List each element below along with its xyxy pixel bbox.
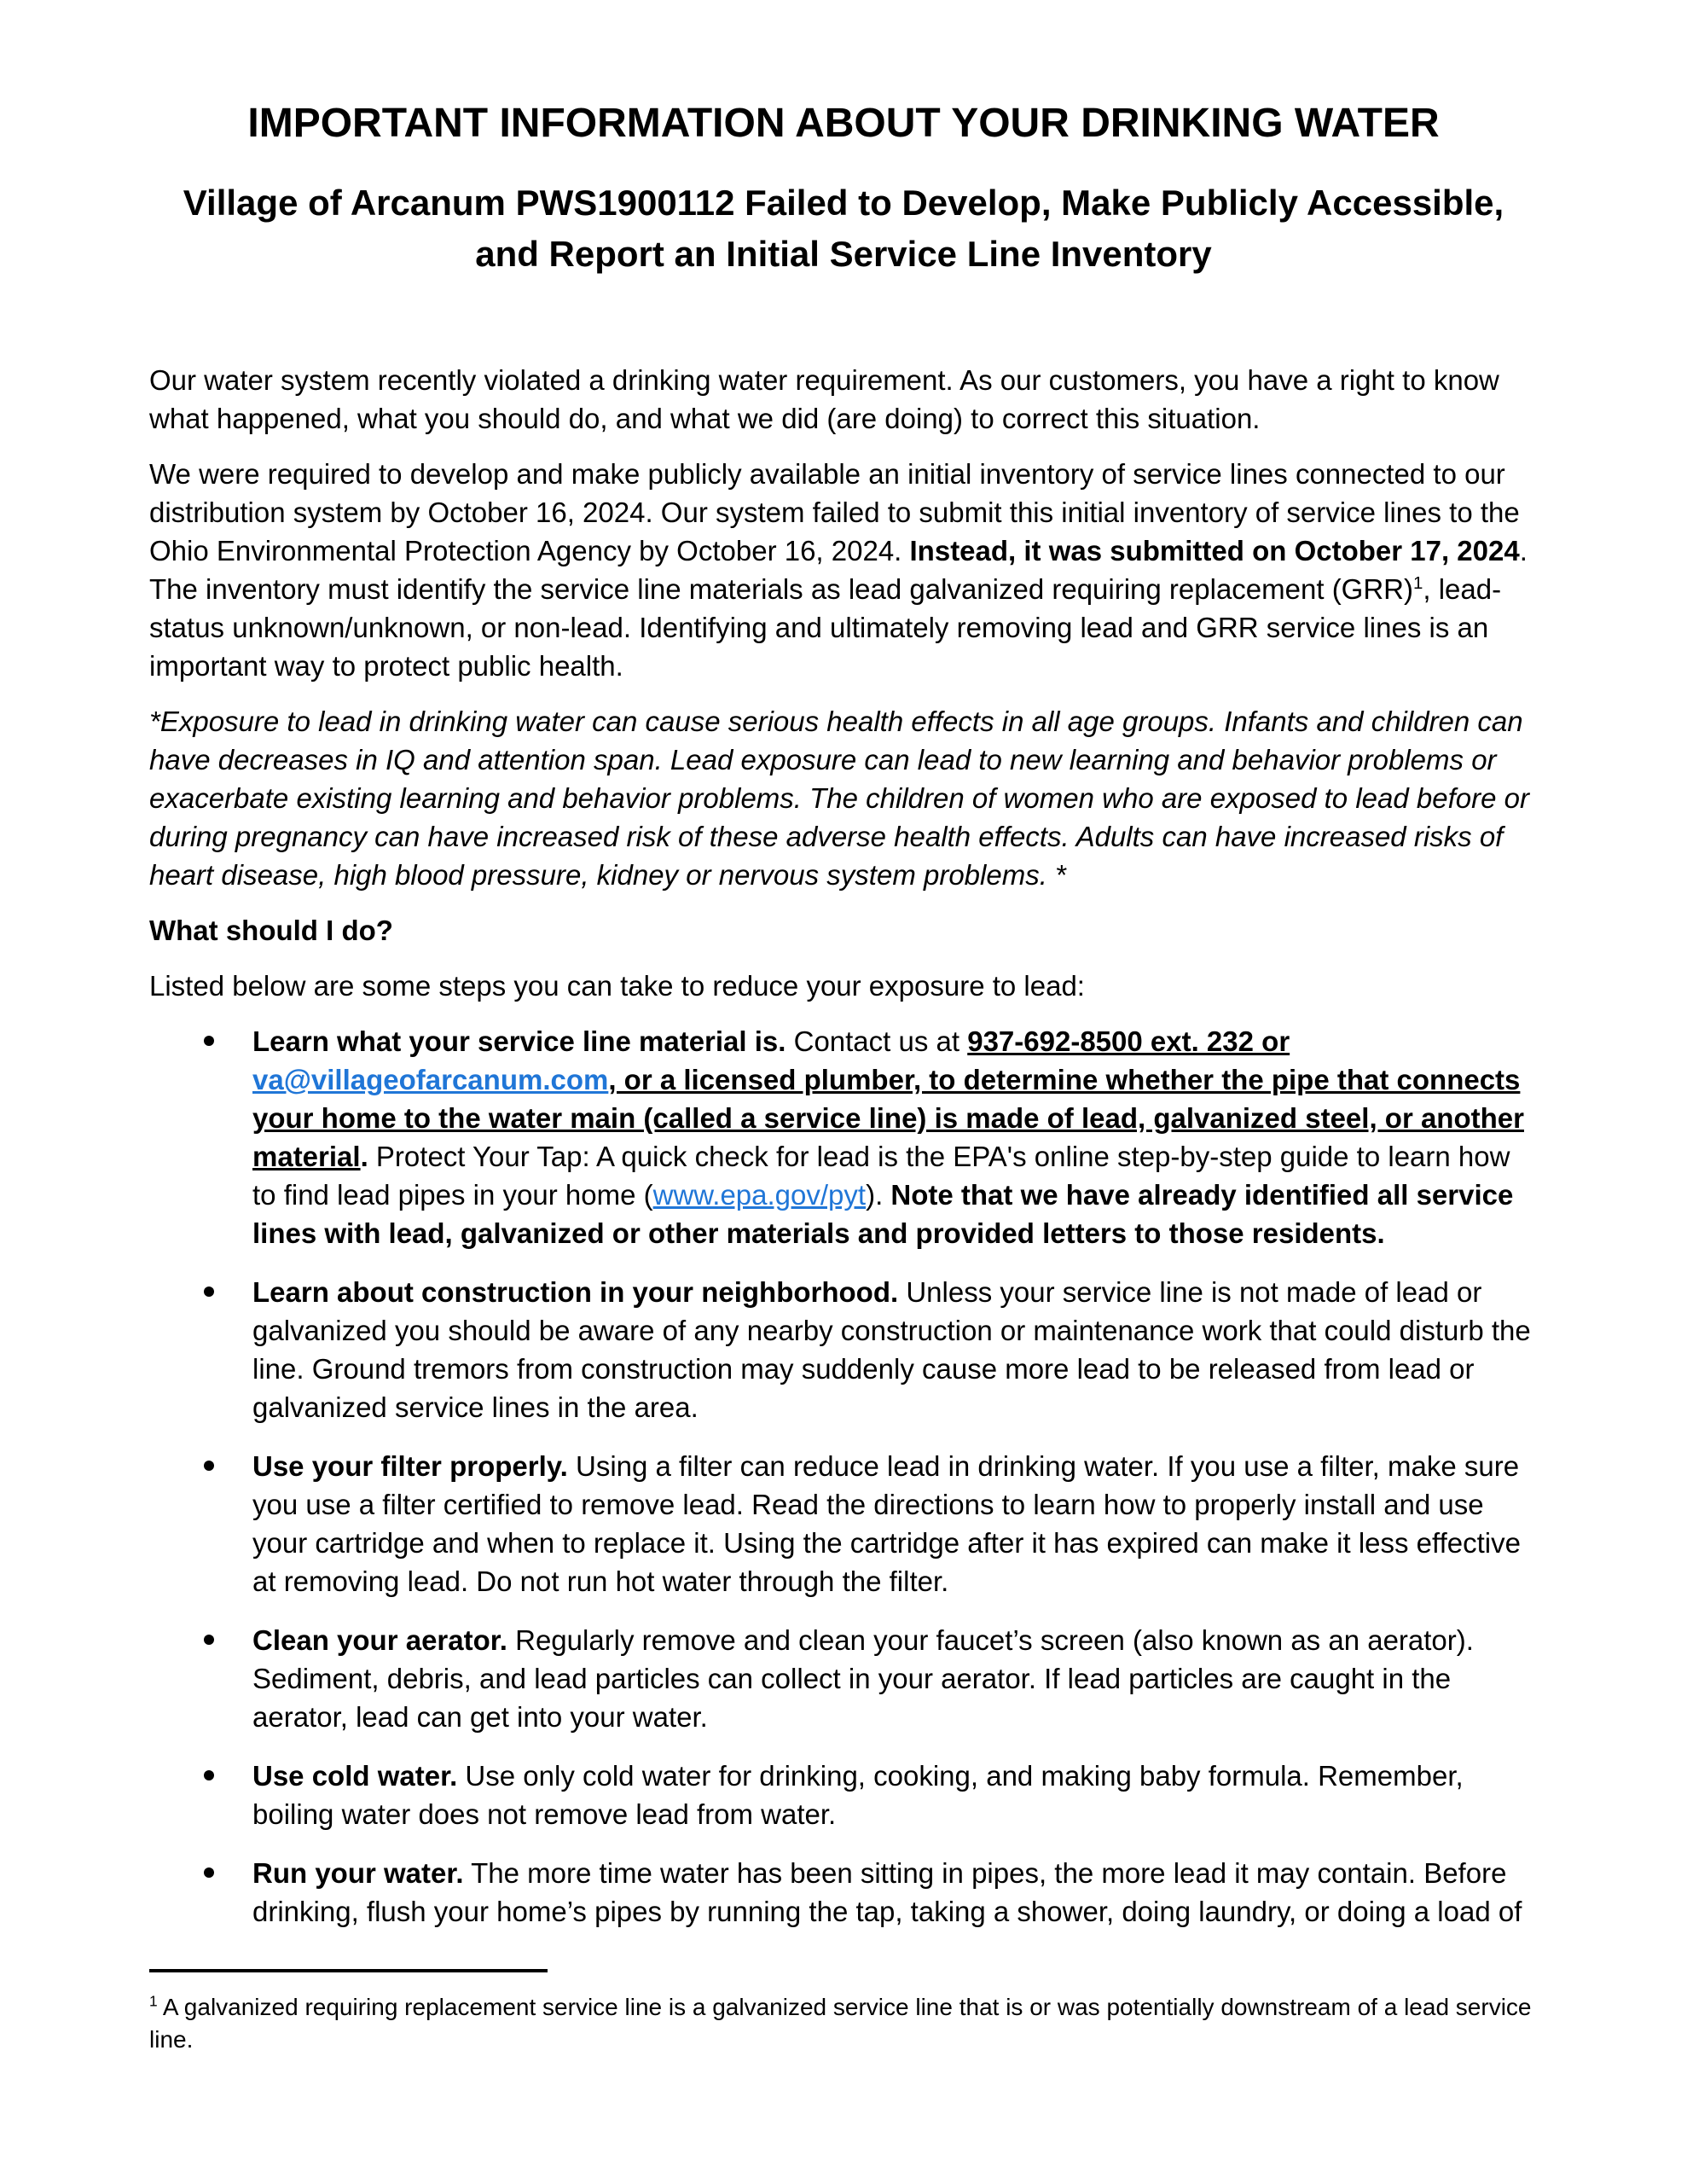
text-run: Use cold water. <box>252 1760 458 1792</box>
footnote-area <box>149 1969 1538 2056</box>
intro-paragraph <box>149 361 1538 438</box>
document-title: IMPORTANT INFORMATION ABOUT YOUR DRINKING WATER <box>247 101 1440 146</box>
text-run: 1 <box>1413 573 1423 593</box>
bullet-text <box>252 1450 1521 1597</box>
bullet-use-cold-water <box>149 1757 1538 1833</box>
bullet-icon <box>204 1770 214 1780</box>
text-run: Note that we have already identified all service lines with lead, galvanized or other materials and provided letters to those residents. <box>252 1179 1514 1249</box>
text-run: The more time water has been sitting in pipes, the more lead it may contain. Before drinking, flush your home’s pipes by running the tap, taking a shower, doing laundry, or doing a load of <box>252 1857 1522 1927</box>
text-run: 1 <box>149 1992 158 2010</box>
text-run: . <box>360 1141 368 1172</box>
bullet-icon <box>204 1461 214 1471</box>
text-run: ). <box>866 1179 891 1211</box>
text-run: *Exposure to lead in drinking water can cause serious health effects in all age groups. Infants and children can have decreases in IQ and attention span. Lead exposure can lead to new learning and behavior problems or exacerbate existing learning and behavior problems. The children of women who are exposed to lead before or during pregnancy can have increased risk of these adverse health effects. Adults can have increased risks of heart disease, high blood pressure, kidney or nervous system problems. * <box>149 706 1529 891</box>
text-run: Listed below are some steps you can take to reduce your exposure to lead: <box>149 970 1085 1002</box>
text-run: . The inventory must identify the service line materials as lead galvanized requiring replacement (GRR) <box>149 535 1528 605</box>
bullet-icon <box>204 1036 214 1046</box>
violation-paragraph <box>149 455 1538 685</box>
steps-intro-paragraph <box>149 967 1538 1005</box>
bullet-run-your-water <box>149 1854 1538 1931</box>
bullet-text <box>252 1624 1474 1733</box>
text-run: What should I do? <box>149 915 393 946</box>
document-body <box>149 361 1538 1931</box>
epa-link[interactable]: www.epa.gov/pyt <box>652 1179 867 1211</box>
bullet-use-filter-properly <box>149 1447 1538 1600</box>
text-run: Run your water. <box>252 1857 464 1889</box>
bullet-icon <box>204 1867 214 1878</box>
text-run: Instead, it was submitted on October 17, 2024 <box>909 535 1520 566</box>
text-run: Use your filter properly. <box>252 1450 568 1482</box>
bullet-text <box>252 1276 1531 1423</box>
bullet-clean-your-aerator <box>149 1621 1538 1736</box>
bullet-learn-about-construction <box>149 1273 1538 1426</box>
text-run: 937-692-8500 ext. 232 or <box>967 1025 1290 1057</box>
text-run: Regularly remove and clean your faucet’s screen (also known as an aerator). Sediment, debris, and lead particles can collect in your aerator. If lead particles are caught in the aerator, lead can get into your water. <box>252 1624 1474 1733</box>
bullet-icon <box>204 1635 214 1645</box>
text-run: Protect Your Tap: A quick check for lead is the EPA's online step-by-step guide to learn how to find lead pipes in your home ( <box>252 1141 1510 1211</box>
document-subtitle: Village of Arcanum PWS1900112 Failed to Develop, Make Publicly Accessible, and Report an Initial Service Line Inventory <box>183 183 1504 274</box>
text-run: Unless your service line is not made of lead or galvanized you should be aware of any nearby construction or maintenance work that could disturb the line. Ground tremors from construction may suddenly cause more lead to be released from lead or galvanized service lines in the area. <box>252 1276 1531 1423</box>
text-run: Using a filter can reduce lead in drinking water. If you use a filter, make sure you use a filter certified to remove lead. Read the directions to learn how to properly install and use your cartridge and when to replace it. Using the cartridge after it has expired can make it less effective at removing lead. Do not run hot water through the filter. <box>252 1450 1521 1597</box>
bullet-icon <box>204 1287 214 1297</box>
text-run: Learn about construction in your neighborhood. <box>252 1276 899 1308</box>
text-run: Our water system recently violated a drinking water requirement. As our customers, you have a right to know what happened, what you should do, and what we did (are doing) to correct this situation. <box>149 364 1499 434</box>
text-run: Use only cold water for drinking, cooking, and making baby formula. Remember, boiling water does not remove lead from water. <box>252 1760 1464 1830</box>
text-run: , lead-status unknown/unknown, or non-lead. Identifying and ultimately removing lead and GRR service lines is an important way to protect public health. <box>149 573 1502 682</box>
text-run: , or a licensed plumber, to determine whether the pipe that connects your home to the water main (called a service line) is made of lead, galvanized steel, or another material <box>252 1064 1524 1172</box>
text-run: Contact us at <box>786 1025 968 1057</box>
bullet-learn-service-line-material <box>149 1022 1538 1252</box>
what-should-i-do-heading <box>149 911 1538 950</box>
email-link[interactable]: va@villageofarcanum.com <box>252 1064 609 1095</box>
bullet-text <box>252 1857 1522 1927</box>
bullet-text <box>252 1025 1524 1249</box>
text-run: We were required to develop and make publicly available an initial inventory of service lines connected to our distribution system by October 16, 2024. Our system failed to submit this initial inventory of service lines to the Ohio Environmental Protection Agency by October 16, 2024. <box>149 458 1520 566</box>
bullet-text <box>252 1760 1464 1830</box>
footnote-divider <box>149 1969 548 1972</box>
footnote-text <box>149 1991 1538 2056</box>
text-run: A galvanized requiring replacement service line is a galvanized service line that is or was potentially downstream of a lead service line. <box>149 1994 1532 2053</box>
health-effects-paragraph <box>149 702 1538 894</box>
text-run: Learn what your service line material is. <box>252 1025 786 1057</box>
text-run: Clean your aerator. <box>252 1624 507 1656</box>
